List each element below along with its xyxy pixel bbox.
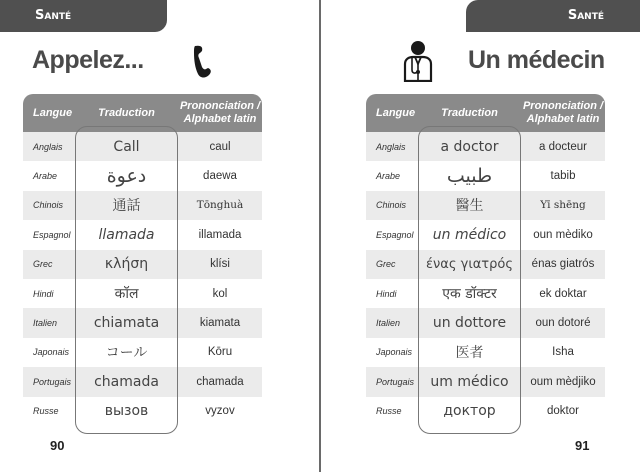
language-cell: Russe <box>366 397 418 426</box>
pronunciation-cell: énas giatrós <box>521 250 605 279</box>
language-cell: Italien <box>23 308 75 337</box>
page-title: Un médecin <box>468 46 605 74</box>
translation-cell: Call <box>75 132 178 161</box>
table-row <box>23 338 262 367</box>
right-page <box>320 0 640 472</box>
pronunciation-cell: Isha <box>521 338 605 367</box>
language-cell: Italien <box>366 308 418 337</box>
pronunciation-cell: kiamata <box>178 308 262 337</box>
pronunciation-cell: tabib <box>521 161 605 190</box>
language-cell: Hindi <box>366 279 418 308</box>
header-pronunciation: Prononciation / Alphabet latin <box>521 94 605 132</box>
table-row <box>366 279 605 308</box>
pronunciation-cell: vyzov <box>178 397 262 426</box>
pronunciation-cell: illamada <box>178 220 262 249</box>
language-cell: Espagnol <box>366 220 418 249</box>
table-row <box>23 220 262 249</box>
phrase-table <box>23 94 262 426</box>
language-cell: Grec <box>23 250 75 279</box>
translation-cell: доктор <box>418 397 521 426</box>
language-cell: Portugais <box>366 367 418 396</box>
table-row <box>366 367 605 396</box>
translation-cell: コール <box>75 338 178 367</box>
translation-cell: कॉल <box>75 279 178 308</box>
translation-cell: un médico <box>418 220 521 249</box>
table-row <box>23 397 262 426</box>
doctor-icon <box>403 40 433 82</box>
table-row <box>366 191 605 220</box>
translation-cell: um médico <box>418 367 521 396</box>
table-row <box>366 308 605 337</box>
language-cell: Arabe <box>366 161 418 190</box>
pronunciation-cell: klísi <box>178 250 262 279</box>
pronunciation-cell: oun mèdiko <box>521 220 605 249</box>
section-tab: Santé <box>466 0 640 32</box>
language-cell: Chinois <box>366 191 418 220</box>
language-cell: Chinois <box>23 191 75 220</box>
pronunciation-cell: Tōnghuà <box>178 191 262 220</box>
language-cell: Japonais <box>23 338 75 367</box>
translation-cell: llamada <box>75 220 178 249</box>
language-cell: Arabe <box>23 161 75 190</box>
language-cell: Russe <box>23 397 75 426</box>
page-number: 91 <box>575 438 590 453</box>
table-row <box>366 397 605 426</box>
translation-cell: دعوة <box>75 161 178 190</box>
translation-cell: ένας γιατρός <box>418 250 521 279</box>
translation-cell: chiamata <box>75 308 178 337</box>
translation-cell: вызов <box>75 397 178 426</box>
language-cell: Anglais <box>23 132 75 161</box>
section-tab: Santé <box>0 0 167 32</box>
header-language: Langue <box>23 94 75 132</box>
table-row <box>366 250 605 279</box>
table-row <box>23 132 262 161</box>
pronunciation-cell: Kōru <box>178 338 262 367</box>
translation-cell: un dottore <box>418 308 521 337</box>
table-row <box>366 338 605 367</box>
phrase-table <box>366 94 605 426</box>
header-translation: Traduction <box>418 94 521 132</box>
table-row <box>23 308 262 337</box>
pronunciation-cell: doktor <box>521 397 605 426</box>
pronunciation-cell: Yī shēng <box>521 191 605 220</box>
table-row <box>23 191 262 220</box>
translation-cell: एक डॉक्टर <box>418 279 521 308</box>
table-row <box>23 279 262 308</box>
table-row <box>366 132 605 161</box>
pronunciation-cell: oun dotoré <box>521 308 605 337</box>
table-row <box>23 161 262 190</box>
language-cell: Japonais <box>366 338 418 367</box>
table-row <box>23 250 262 279</box>
language-cell: Portugais <box>23 367 75 396</box>
pronunciation-cell: ek doktar <box>521 279 605 308</box>
language-cell: Grec <box>366 250 418 279</box>
translation-cell: 医者 <box>418 338 521 367</box>
pronunciation-cell: oum mèdjiko <box>521 367 605 396</box>
translation-cell: a doctor <box>418 132 521 161</box>
translation-cell: 醫生 <box>418 191 521 220</box>
page-number: 90 <box>50 438 65 453</box>
translation-cell: 通話 <box>75 191 178 220</box>
language-cell: Hindi <box>23 279 75 308</box>
header-language: Langue <box>366 94 418 132</box>
language-cell: Anglais <box>366 132 418 161</box>
pronunciation-cell: a docteur <box>521 132 605 161</box>
pronunciation-cell: chamada <box>178 367 262 396</box>
table-row <box>366 161 605 190</box>
table-row <box>23 367 262 396</box>
translation-cell: κλήση <box>75 250 178 279</box>
translation-cell: chamada <box>75 367 178 396</box>
language-cell: Espagnol <box>23 220 75 249</box>
pronunciation-cell: daewa <box>178 161 262 190</box>
pronunciation-cell: kol <box>178 279 262 308</box>
header-pronunciation: Prononciation / Alphabet latin <box>178 94 262 132</box>
page-title: Appelez... <box>32 46 144 74</box>
translation-cell: طبيب <box>418 161 521 190</box>
header-translation: Traduction <box>75 94 178 132</box>
phone-handset-icon <box>192 44 212 80</box>
pronunciation-cell: caul <box>178 132 262 161</box>
table-row <box>366 220 605 249</box>
